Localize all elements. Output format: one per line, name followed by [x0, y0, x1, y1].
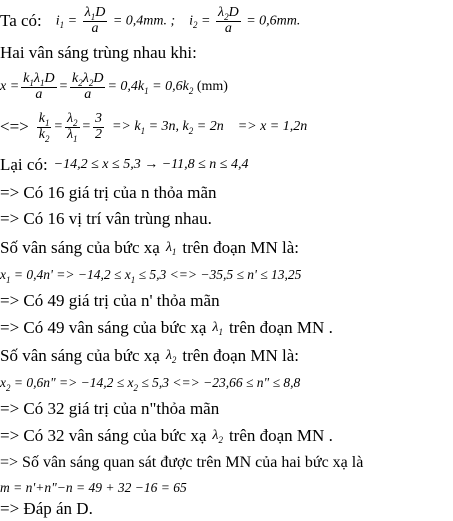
line-x1-range: $x_1 = 0,4n' => -14,2 \le x_1 \le 5,3$ <=> −35,5 ≤ n' ≤ 13,25 [0, 267, 302, 285]
line-answer: => Đáp án D. [0, 499, 93, 518]
fraction-i2: $\frac{\lambda_2D}{a}$ [218, 4, 239, 36]
line-49-values: => Có 49 giá trị của n' thỏa mãn [0, 291, 220, 310]
fraction-lambda-ratio: $\frac{\lambda_2}{\lambda_1}$ [66, 110, 78, 144]
line-ratio: <=> $\frac{k_1}{k_2}$ = $\frac{\lambda_2}{\lambda_1}$ = $\frac{3}{2}$ => $k_1 = 3n$, $k_2 = 2n$ => x = 1,2n [0, 110, 308, 144]
fraction-three-halves: $\frac{3}{2}$ [94, 110, 102, 142]
line-32-fringes: => Có 32 vân sáng của bức xạ $\lambda_2$ trên đoạn MN . [0, 426, 333, 445]
line-16-positions: => Có 16 vị trí vân trùng nhau. [0, 209, 212, 228]
line-count-lambda2: Số vân sáng của bức xạ $\lambda_2$ trên đoạn MN là: [0, 346, 299, 365]
fraction-k1: $\frac{k_1\lambda_1D}{a}$ [23, 70, 55, 102]
line-16-values: => Có 16 giá trị của n thỏa mãn [0, 183, 217, 202]
line-count-lambda1: Số vân sáng của bức xạ $\lambda_1$ trên đoạn MN là: [0, 238, 299, 257]
fraction-i1: $\frac{\lambda_1D}{a}$ [84, 4, 106, 36]
ta-co-label: Ta có: [0, 11, 42, 30]
line-32-values: => Có 32 giá trị của n"thỏa mãn [0, 399, 220, 418]
line-total-intro: => Số vân sáng quan sát được trên MN của hai bức xạ là [0, 454, 364, 471]
line-x2-range: $x_2 = 0,6n$" => $-14,2 \le x_2 \le 5,3$ <=> −23,66 ≤ n" ≤ 8,8 [0, 375, 301, 393]
fraction-k2: $\frac{k_2\lambda_2D}{a}$ [72, 70, 104, 102]
line-49-fringes: => Có 49 vân sáng của bức xạ $\lambda_1$ trên đoạn MN . [0, 318, 333, 337]
line-given [0, 4, 453, 38]
line-total-formula: m = n'+n"−n = 49 + 32 −16 = 65 [0, 480, 187, 495]
fraction-k-ratio: $\frac{k_1}{k_2}$ [38, 110, 50, 144]
line-condition: Hai vân sáng trùng nhau khi: [0, 43, 197, 62]
line-x-formula: x = $\frac{k_1\lambda_1D}{a}$ = $\frac{k_2\lambda_2D}{a}$ = $0,4k_1 = 0,6k_2$ (mm) [0, 70, 228, 102]
i1-formula: $i_1$ = $\frac{\lambda_1D}{a}$ = 0,4mm. ; [55, 4, 176, 36]
line-lai-co: Lại có: −14,2 ≤ x ≤ 5,3 → −11,8 ≤ n ≤ 4,4 [0, 155, 249, 174]
i2-formula: $i_2$ = $\frac{\lambda_2D}{a}$ = 0,6mm. [189, 4, 301, 36]
